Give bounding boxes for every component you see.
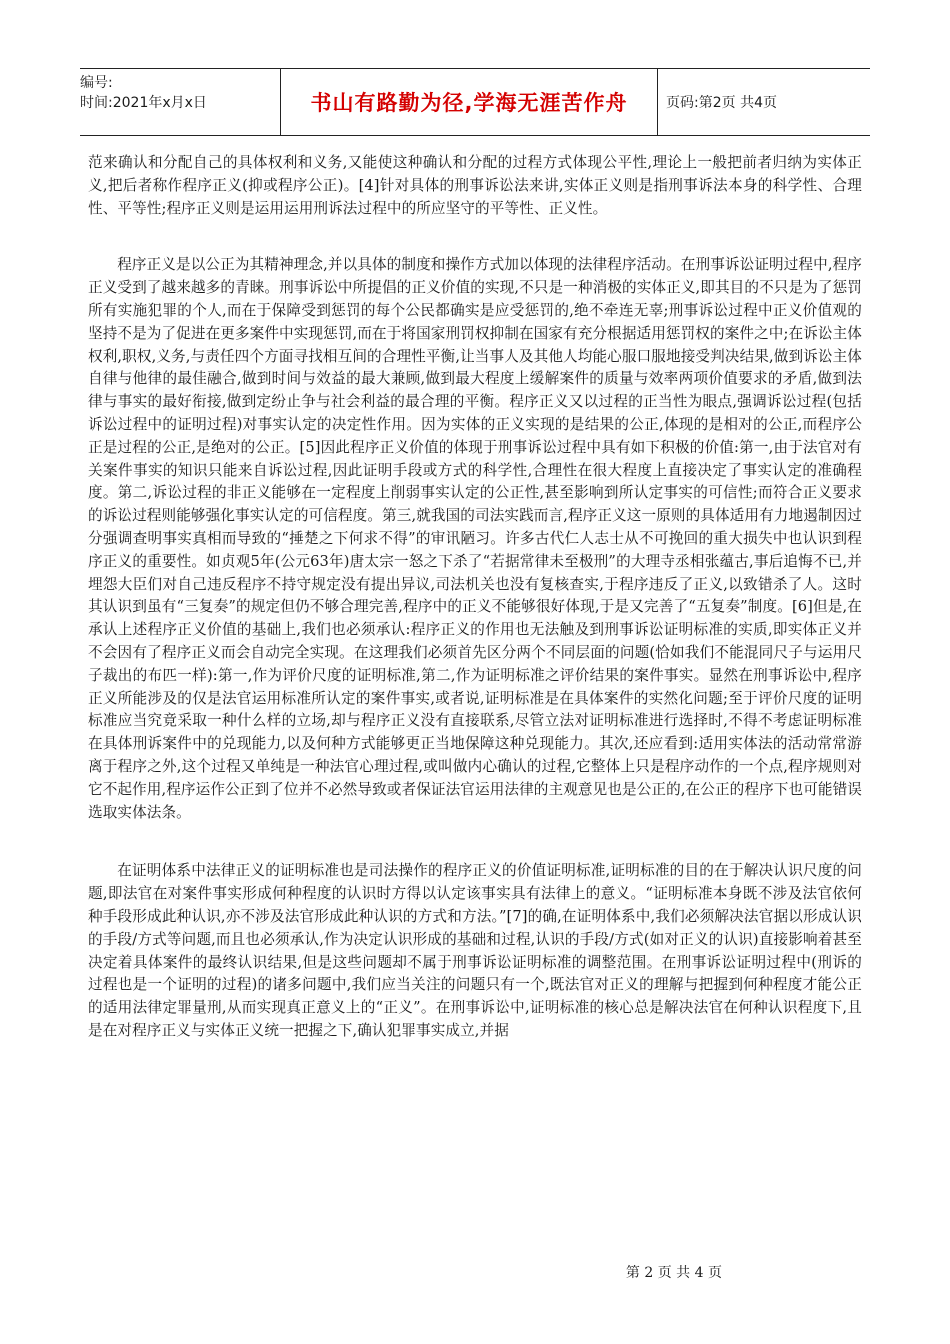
header-page-info: 页码:第2页 共4页 — [666, 95, 777, 111]
paragraph-2: 程序正义是以公正为其精神理念,并以具体的制度和操作方式加以体现的法律程序活动。在刑事诉讼证明过程中,程序正义受到了越来越多的青睐。刑事诉讼中所提倡的正义价值的实现,不只是一种消极的实体正义,即其目的不只是为了惩罚所有实施犯罪的个人,而在于保障受到惩罚的每个公民都确实是应受惩罚的,绝不牵连无辜;刑事诉讼过程中正义价值观的坚持不是为了促进在更多案件中实现惩罚,而在于将国家刑罚权抑制在国家有充分根据适用惩罚权的案件之中;在诉讼主体权利,职权,义务,与责任四个方面寻找相互间的合理性平衡,让当事人及其他人均能心服口服地接受判决结果,做到诉讼主体自律与他律的最佳融合,做到时间与效益的最大兼顾,做到最大程度上缓解案件的质量与效率两项价值要求的矛盾,做到法律与事实的最好衔接,做到定纷止争与社会利益的最合理的平衡。程序正义又以过程的正当性为眼点,强调诉讼过程(包括诉讼过程中的证明过程)对事实认定的决定性作用。因为实体的正义实现的是结果的公正,体现的是相对的公正,而程序公正是过程的公正,是绝对的公正。[5]因此程序正义价值的体现于刑事诉讼过程中具有如下积极的价值:第一,由于法官对有关案件事实的知识只能来自诉讼过程,因此证明手段或方式的科学性,合理性在很大程度上直接决定了事实认定的准确程度。第二,诉讼过程的非正义能够在一定程度上削弱事实认定的公正性,甚至影响到所认定事实的可信性;而符合正义要求的诉讼过程则能够强化事实认定的可信程度。第三,就我国的司法实践而言,程序正义这一原则的具体适用有力地遏制因过分强调查明事实真相而导致的“捶楚之下何求不得”的审讯陋习。许多古代仁人志士从不可挽回的重大损失中也认识到程序正义的重要性。如贞观5年(公元63年)唐太宗一怒之下杀了“若据常律未至极刑”的大理寺丞相张蕴古,事后追悔不已,并埋怨大臣们对自己违反程序不持守规定没有提出异议,司法机关也没有复核查实,于程序违反了正义,以致错杀了人。这时其认识到虽有“三复奏”的规定但仍不够合理完善,程序中的正义不能够很好体现,于是又完善了“五复奏”制度。[6]但是,在承认上述程序正义价值的基础上,我们也必须承认:程序正义的作用也无法触及到刑事诉讼证明标准的实质,即实体正义并不会因有了程序正义而会自动完全实现。在这理我们必须首先区分两个不同层面的问题(恰如我们不能混同尺子与运用尺子裁出的布匹一样):第一,作为评价尺度的证明标准,第二,作为证明标准之评价结果的案件事实。显然在刑事诉讼中,程序正义所能涉及的仅是法官运用标准所认定的案件事实,或者说,证明标准是在具体案件的实然化问题;至于评价尺度的证明标准应当究竟采取一种什么样的立场,却与程序正义没有直接联系,尽管立法对证明标准进行选择时,不得不考虑证明标准在具体刑诉案件中的兑现能力,以及何种方式能够更正当地保障这种兑现能力。其次,还应看到:适用实体法的活动常常游离于程序之外,这个过程又单纯是一种法官心理过程,或叫做内心确认的过程,它整体上只是程序动作的一个点,程序规则对它不起作用,程序运作公正到了位并不必然导致或者保证法官运用法律的主观意见也是公正的,在公正的程序下也可能错误选取实体法条。 — [88, 256, 862, 821]
paragraph-3: 在证明体系中法律正义的证明标准也是司法操作的程序正义的价值证明标准,证明标准的目的在于解决认识尺度的问题,即法官在对案件事实形成何种程度的认识时方得以认定该事实具有法律上的意义。“证明标准本身既不涉及法官依何种手段形成此种认识,亦不涉及法官形成此种认识的方式和方法。”[7]的确,在证明体系中,我们必须解决法官据以形成认识的手段/方式等问题,而且也必须承认,作为决定认识形成的基础和过程,认识的手段/方式(如对正义的认识)直接影响着甚至决定着具体案件的最终认识结果,但是这些问题却不属于刑事诉讼证明标准的调整范围。在刑事诉讼证明过程中(刑诉的过程也是一个证明的过程)的诸多问题中,我们应当关注的问题只有一个,既法官对正义的理解与把握到何种程度才能公正的适用法律定罪量刑,从而实现真正意义上的“正义”。在刑事诉讼中,证明标准的核心总是解决法官在何种认识程度下,且是在对程序正义与实体正义统一把握之下,确认犯罪事实成立,并据 — [88, 862, 862, 1039]
header-motto-cell — [280, 69, 658, 135]
document-time-label: 时间:2021年x月x日 — [80, 95, 207, 111]
document-number-label: 编号: — [80, 75, 113, 91]
page-footer: 第 2 页 共 4 页 — [625, 1265, 722, 1281]
header-motto: 书山有路勤为径,学海无涯苦作舟 — [310, 91, 628, 115]
page-header — [80, 68, 870, 136]
document-body — [88, 152, 862, 1043]
paragraph-1: 范来确认和分配自己的具体权利和义务,又能使这种确认和分配的过程方式体现公平性,理论上一般把前者归纳为实体正义,把后者称作程序正义(抑或程序公正)。[4]针对具体的刑事诉讼法来讲,实体正义则是指刑事诉法本身的科学性、合理性、平等性;程序正义则是运用运用刑诉法过程中的所应坚守的平等性、正义性。 — [88, 154, 862, 217]
header-meta — [80, 69, 280, 135]
